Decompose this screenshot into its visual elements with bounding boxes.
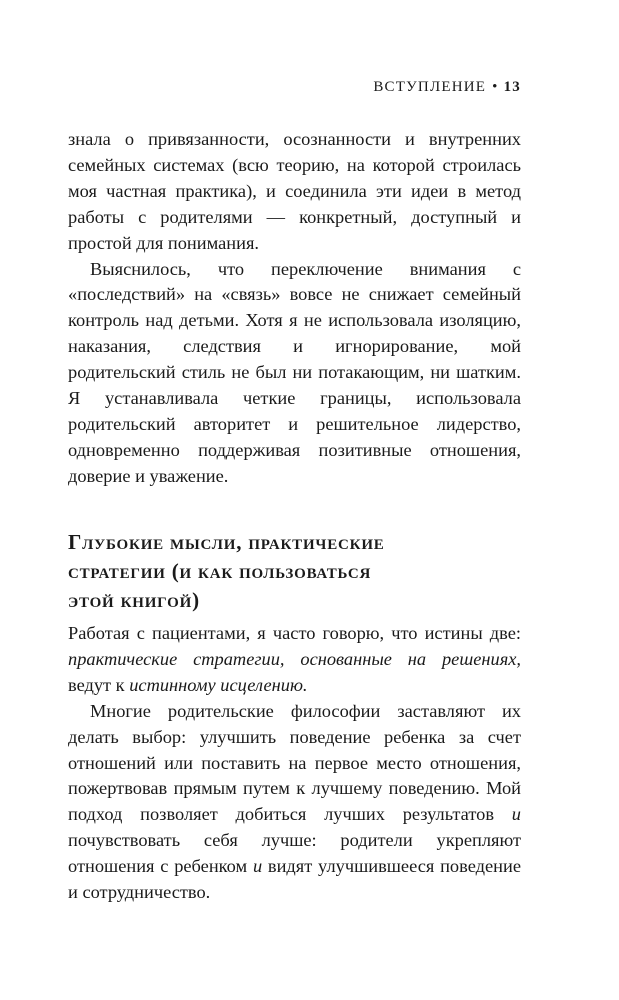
bullet-icon: • bbox=[492, 79, 499, 95]
paragraph-continuation: знала о привязанности, осознанности и внутренних семейных системах (всю теорию, на которой строилась моя частная практика), и соединила эти идеи в метод работы с родителями — конкретный, доступный и простой для понимания. bbox=[68, 129, 521, 253]
text-run: почувствовать себя лучше: родители укрепляют отношения с ребенком bbox=[68, 830, 521, 877]
text-block-section bbox=[68, 621, 521, 906]
paragraph-philosophies bbox=[68, 699, 521, 906]
section-heading-line: стратегии (и как пользоваться bbox=[68, 559, 372, 584]
page-number: 13 bbox=[503, 79, 521, 95]
text-run: ведут к bbox=[68, 674, 130, 695]
text-run: видят улучшившееся поведение и сотрудничество. bbox=[68, 856, 521, 903]
italic-run: и bbox=[511, 804, 521, 825]
running-header-section: ВСТУПЛЕНИЕ bbox=[373, 79, 487, 95]
section-heading bbox=[68, 528, 521, 615]
section-heading-line: Глубокие мысли, практические bbox=[68, 530, 385, 555]
italic-run: и bbox=[252, 856, 263, 877]
text-block-intro bbox=[68, 127, 521, 490]
running-header bbox=[373, 79, 521, 96]
text-run: Многие родительские философии заставляют их делать выбор: улучшить поведение ребенка за счет отношений или поставить на первое место отношения, пожертвовав прямым путем к лучшему поведению. Мой подход позволяет добиться лучших результатов bbox=[68, 700, 521, 825]
text-run: Работая с пациентами, я часто говорю, что истины две: bbox=[68, 623, 521, 643]
paragraph-connection: Выяснилось, что переключение внимания с «последствий» на «связь» вовсе не снижает семейный контроль над детьми. Хотя я не использовала изоляцию, наказания, следствия и игнорирование, мой родительский стиль не был ни потакающим, ни шатким. Я устанавливала четкие границы, использовала родительский авторитет и решительное лидерство, одновременно поддерживая позитивные отношения, доверие и уважение. bbox=[68, 258, 521, 486]
italic-run: истинному исцелению. bbox=[129, 674, 308, 695]
paragraph-truths bbox=[68, 621, 521, 699]
italic-run: практические стратегии, основанные на решениях, bbox=[68, 648, 521, 669]
section-heading-line: этой книгой) bbox=[68, 588, 200, 613]
